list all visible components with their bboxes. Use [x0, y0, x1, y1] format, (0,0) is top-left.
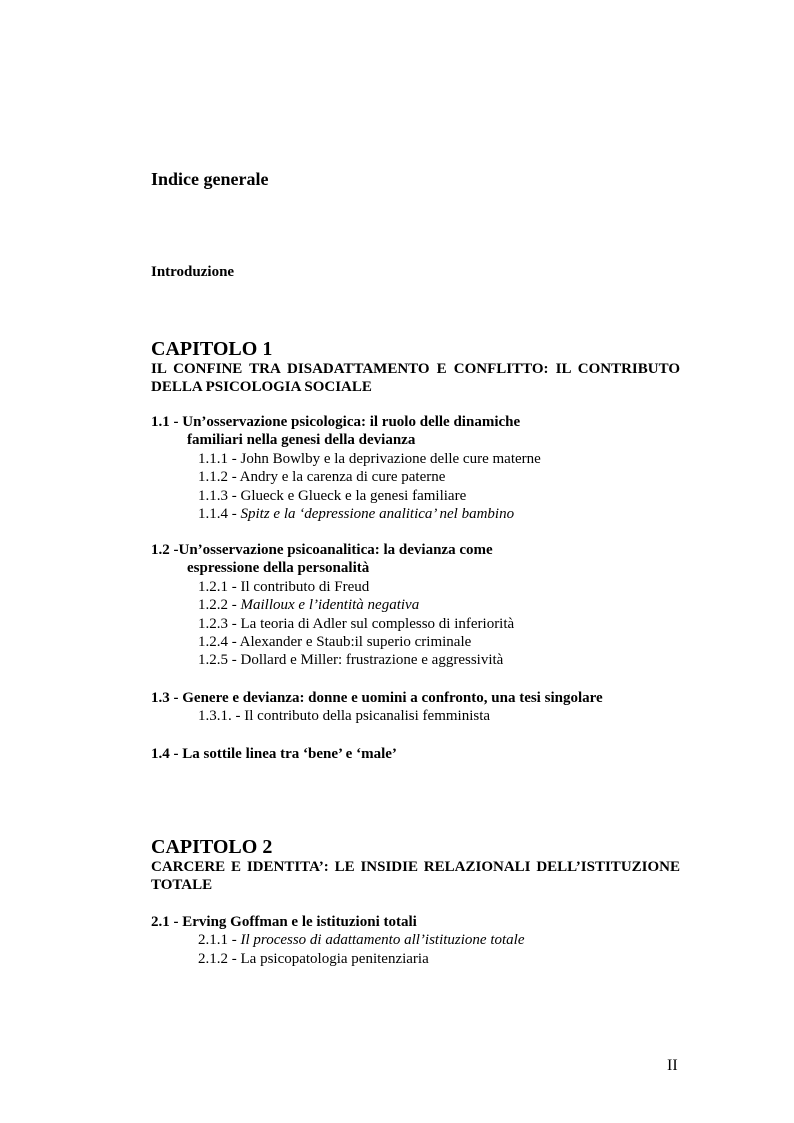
section-1-2-title[interactable]: 1.2 -Un’osservazione psicoanalitica: la devianza come: [151, 542, 493, 558]
section-2-1-title[interactable]: 2.1 - Erving Goffman e le istituzioni totali: [151, 914, 417, 930]
toc-subsection-2-1-2[interactable]: [151, 950, 691, 968]
subsection-title: Glueck e Glueck e la genesi familiare: [240, 487, 467, 504]
toc-subsection-1-3-1[interactable]: [151, 707, 691, 725]
toc-section-1-4: [151, 745, 691, 763]
section-1-2-title-cont[interactable]: espressione della personalità: [187, 560, 370, 577]
page-number: II: [667, 1057, 678, 1074]
subsection-title: Il contributo di Freud: [240, 578, 370, 595]
subsection-number: 2.1.2 -: [198, 950, 241, 967]
page-title: Indice generale: [151, 169, 269, 189]
subsection-number: 1.2.3 -: [198, 615, 241, 632]
section-1-1-title[interactable]: 1.1 - Un’osservazione psicologica: il ruolo delle dinamiche: [151, 414, 521, 430]
toc-subsection-1-2-2[interactable]: [151, 596, 691, 614]
toc-section-1-3: [151, 689, 691, 726]
subsection-title: Il processo di adattamento all’istituzione totale: [240, 932, 525, 949]
section-1-4-title[interactable]: 1.4 - La sottile linea tra ‘bene’ e ‘male’: [151, 746, 397, 762]
subsection-title: Alexander e Staub:il superio criminale: [239, 634, 472, 651]
toc-subsection-1-2-1[interactable]: [151, 578, 691, 596]
subsection-title: La teoria di Adler sul complesso di inferiorità: [240, 615, 515, 632]
subsection-number: 1.3.1. -: [198, 708, 245, 725]
toc-section-1-1: [151, 413, 691, 523]
chapter-1-label: CAPITOLO 1: [151, 338, 273, 360]
chapter-2-title[interactable]: CARCERE E IDENTITA’: LE INSIDIE RELAZIONALI DELL’ISTITUZIONE TOTALE: [151, 859, 680, 893]
toc-section-2-1: [151, 913, 691, 968]
chapter-1-title[interactable]: IL CONFINE TRA DISADATTAMENTO E CONFLITTO: IL CONTRIBUTO DELLA PSICOLOGIA SOCIALE: [151, 361, 680, 395]
subsection-number: 1.1.2 -: [198, 469, 240, 486]
toc-section-1-2: [151, 541, 691, 670]
chapter-2-label: CAPITOLO 2: [151, 836, 273, 858]
subsection-number: 2.1.1 -: [198, 932, 241, 949]
chapter-1-heading: [151, 338, 680, 396]
chapter-2-heading: [151, 836, 680, 894]
subsection-number: 1.1.1 -: [198, 450, 241, 467]
toc-subsection-1-2-5[interactable]: [151, 651, 691, 669]
toc-entry-introduction[interactable]: Introduzione: [151, 264, 235, 280]
toc-subsection-1-1-2[interactable]: [151, 468, 691, 486]
toc-subsection-1-1-3[interactable]: [151, 487, 691, 505]
toc-subsection-2-1-1[interactable]: [151, 931, 691, 949]
subsection-title: John Bowlby e la deprivazione delle cure materne: [240, 450, 541, 467]
toc-subsection-1-2-4[interactable]: [151, 633, 691, 651]
subsection-title: La psicopatologia penitenziaria: [240, 950, 429, 967]
subsection-title: Mailloux e l’identità negativa: [240, 597, 420, 614]
subsection-title: Il contributo della psicanalisi femminista: [244, 708, 491, 725]
subsection-title: Dollard e Miller: frustrazione e aggressività: [240, 652, 504, 669]
section-1-1-title-cont[interactable]: familiari nella genesi della devianza: [187, 432, 416, 449]
subsection-number: 1.1.3 -: [198, 487, 241, 504]
toc-subsection-1-1-1[interactable]: [151, 450, 691, 468]
subsection-number: 1.2.5 -: [198, 652, 241, 669]
toc-subsection-1-1-4[interactable]: [151, 505, 691, 523]
subsection-number: 1.1.4 -: [198, 506, 241, 523]
subsection-title: Andry e la carenza di cure paterne: [239, 469, 446, 486]
subsection-number: 1.2.4 -: [198, 634, 240, 651]
subsection-number: 1.2.2 -: [198, 597, 241, 614]
subsection-title: Spitz e la ‘depressione analitica’ nel bambino: [240, 506, 515, 523]
toc-subsection-1-2-3[interactable]: [151, 615, 691, 633]
section-1-3-title[interactable]: 1.3 - Genere e devianza: donne e uomini a confronto, una tesi singolare: [151, 690, 603, 706]
subsection-number: 1.2.1 -: [198, 578, 241, 595]
